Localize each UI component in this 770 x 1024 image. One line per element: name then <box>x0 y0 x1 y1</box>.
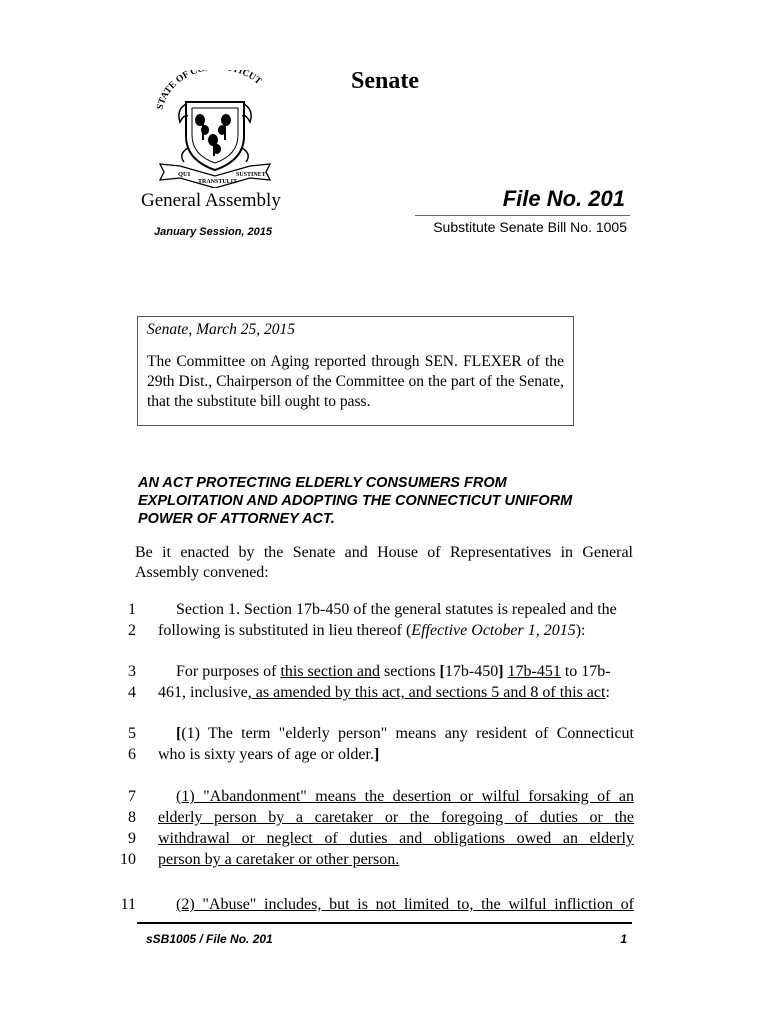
line-text: elderly person by a caretaker or the foregoing of duties or the <box>158 809 634 826</box>
bill-line <box>110 661 634 682</box>
seal-ribbon-middle: TRANSTULIT <box>198 179 238 185</box>
line-text: For purposes of this section and sections [17b-450] 17b-451 to 17b- <box>176 663 611 680</box>
page-number: 1 <box>620 932 627 946</box>
state-seal <box>150 70 280 188</box>
line-text: [(1) The term "elderly person" means any resident of Connecticut <box>176 725 634 742</box>
line-number: 11 <box>120 896 136 913</box>
session-label: January Session, 2015 <box>154 226 273 238</box>
line-number: 7 <box>128 788 136 805</box>
report-date: Senate, March 25, 2015 <box>147 321 295 338</box>
committee-report-box <box>137 316 574 426</box>
line-text: 461, inclusive, as amended by this act, and sections 5 and 8 of this act: <box>158 684 610 701</box>
line-number: 10 <box>120 851 136 868</box>
header-divider <box>415 215 630 216</box>
report-text: The Committee on Aging reported through SEN. FLEXER of the 29th Dist., Chairperson of the Committee on the part of the Senate, that the substitute bill ought to pass. <box>147 353 564 410</box>
line-text: (1) "Abandonment" means the desertion or wilful forsaking of an <box>176 788 634 805</box>
line-number: 1 <box>128 601 136 618</box>
seal-arc-text: STATE OF C ICUT <box>155 70 264 111</box>
bill-line <box>110 807 634 828</box>
act-title: AN ACT PROTECTING ELDERLY CONSUMERS FROM EXPLOITATION AND ADOPTING THE CONNECTICUT UNIFORM POWER OF ATTORNEY ACT. <box>138 475 573 527</box>
bill-section-1 <box>110 599 634 641</box>
line-text: person by a caretaker or other person. <box>158 851 400 868</box>
bill-paragraph-definitions-intro <box>110 661 634 703</box>
line-text: withdrawal or neglect of duties and obligations owed an elderly <box>158 830 634 847</box>
bill-line <box>110 849 634 870</box>
line-number: 3 <box>128 663 136 680</box>
bill-line <box>110 894 634 915</box>
line-text: Section 1. Section 17b-450 of the general statutes is repealed and the <box>176 601 617 618</box>
chamber-title: Senate <box>351 68 419 94</box>
line-text: (2) "Abuse" includes, but is not limited to, the wilful infliction of <box>176 896 634 913</box>
line-number: 2 <box>128 622 136 639</box>
bill-line <box>110 682 634 703</box>
bill-line <box>110 620 634 641</box>
line-number: 4 <box>128 684 136 701</box>
line-number: 8 <box>128 809 136 826</box>
footer-bill-reference: sSB1005 / File No. 201 <box>146 932 273 946</box>
line-number: 6 <box>128 746 136 763</box>
bill-line <box>110 599 634 620</box>
bill-line <box>110 723 634 744</box>
assembly-label: General Assembly <box>141 190 281 211</box>
bill-paragraph-abuse <box>110 894 634 915</box>
bill-paragraph-elderly-person <box>110 723 634 765</box>
line-number: 9 <box>128 830 136 847</box>
file-number: File No. 201 <box>502 186 625 211</box>
line-number: 5 <box>128 725 136 742</box>
footer-divider <box>137 922 632 924</box>
enacting-clause: Be it enacted by the Senate and House of Representatives in General Assembly convened: <box>135 544 633 581</box>
bill-paragraph-abandonment <box>110 786 634 870</box>
bill-number: Substitute Senate Bill No. 1005 <box>433 219 627 235</box>
line-text: who is sixty years of age or older.] <box>158 746 380 763</box>
seal-ribbon-right: SUSTINET <box>236 172 266 178</box>
bill-line <box>110 744 634 765</box>
bill-line <box>110 828 634 849</box>
line-text: following is substituted in lieu thereof (Effective October 1, 2015): <box>158 622 586 639</box>
seal-ribbon-left: QUI <box>178 171 191 178</box>
bill-line <box>110 786 634 807</box>
